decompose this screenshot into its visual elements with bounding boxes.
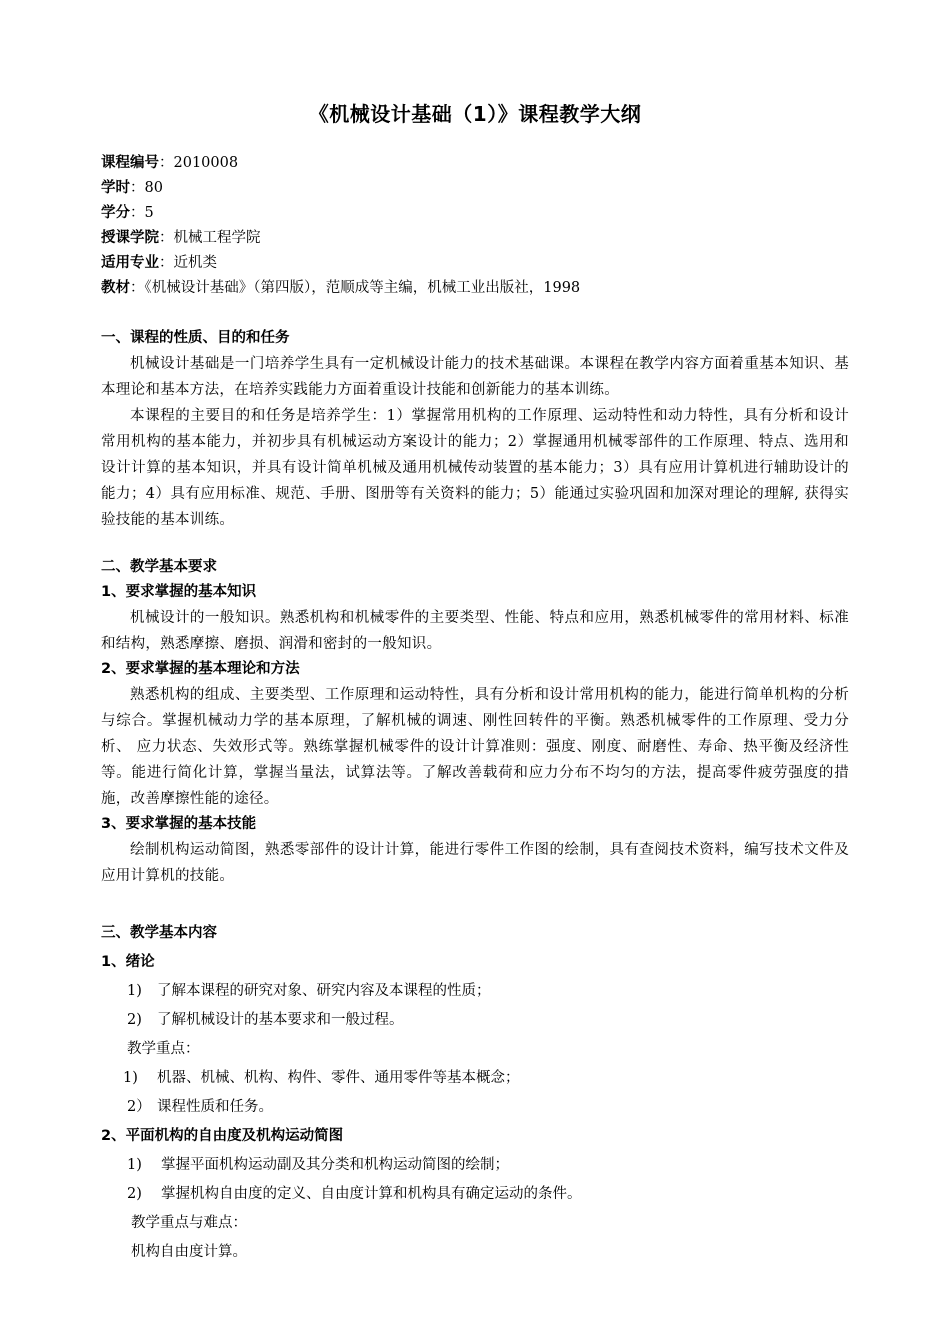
- list-item: 2) 掌握机构自由度的定义、自由度计算和机构具有确定运动的条件。: [127, 1186, 582, 1202]
- meta-textbook: 教材：《机械设计基础》（第四版），范顺成等主编，机械工业出版社，1998: [101, 280, 581, 296]
- focus-label: 教学重点与难点：: [131, 1215, 247, 1231]
- subsection-heading: 3、要求掌握的基本技能: [101, 816, 257, 832]
- chapter-heading: 2、平面机构的自由度及机构运动简图: [101, 1128, 344, 1144]
- paragraph: 本课程的主要目的和任务是培养学生：1）掌握常用机构的工作原理、运动特性和动力特性，具有分析和设计常用机构的基本能力，并初步具有机械运动方案设计的能力；2）掌握通用机械零部件的工作原理、特点、选用和设计计算的基本知识，并具有设计简单机械及通用机械传动装置的基本能力；3）具有应用计算机进行辅助设计的能力；4）具有应用标准、规范、手册、图册等有关资料的能力；5）能通过实验巩固和加深对理论的理解, 获得实验技能的基本训练。: [101, 408, 849, 528]
- meta-credits: 学分：5: [101, 205, 154, 221]
- meta-college: 授课学院：机械工程学院: [101, 230, 261, 246]
- section-nature-purpose: [101, 326, 849, 533]
- paragraph: 绘制机构运动简图，熟悉零部件的设计计算，能进行零件工作图的绘制，具有查阅技术资料，编写技术文件及应用计算机的技能。: [101, 842, 849, 884]
- paragraph: 机械设计基础是一门培养学生具有一定机械设计能力的技术基础课。本课程在教学内容方面着重基本知识、基本理论和基本方法，在培养实践能力方面着重设计技能和创新能力的基本训练。: [101, 356, 849, 398]
- list-item: 1) 掌握平面机构运动副及其分类和机构运动简图的绘制；: [127, 1157, 509, 1173]
- section-heading: 三、教学基本内容: [101, 925, 217, 941]
- meta-major: 适用专业：近机类: [101, 255, 217, 271]
- subsection-heading: 2、要求掌握的基本理论和方法: [101, 661, 300, 677]
- meta-hours: 学时：80: [101, 180, 163, 196]
- paragraph: 机械设计的一般知识。熟悉机构和机械零件的主要类型、性能、特点和应用，熟悉机械零件的常用材料、标准和结构，熟悉摩擦、磨损、润滑和密封的一般知识。: [101, 610, 849, 652]
- chapter-heading: 1、绪论: [101, 954, 155, 970]
- list-item: 1) 了解本课程的研究对象、研究内容及本课程的性质；: [127, 983, 491, 999]
- focus-label: 教学重点：: [127, 1041, 200, 1057]
- section-heading: 一、课程的性质、目的和任务: [101, 330, 290, 346]
- course-meta: [101, 151, 849, 301]
- focus-text: 机构自由度计算。: [131, 1244, 247, 1260]
- section-content: [101, 919, 849, 1267]
- meta-course-code: 课程编号：2010008: [101, 155, 239, 171]
- list-item: 2) 了解机械设计的基本要求和一般过程。: [127, 1012, 404, 1028]
- subsection-heading: 1、要求掌握的基本知识: [101, 584, 257, 600]
- section-requirements: [101, 555, 849, 889]
- section-heading: 二、教学基本要求: [101, 559, 217, 575]
- list-item: 1) 机器、机械、机构、构件、零件、通用零件等基本概念；: [123, 1070, 520, 1086]
- list-item: 2） 课程性质和任务。: [127, 1099, 273, 1115]
- document-title: 《机械设计基础（1）》课程教学大纲: [308, 102, 642, 126]
- paragraph: 熟悉机构的组成、主要类型、工作原理和运动特性，具有分析和设计常用机构的能力，能进行简单机构的分析与综合。掌握机械动力学的基本原理，了解机械的调速、刚性回转件的平衡。熟悉机械零件的工作原理、受力分析、 应力状态、失效形式等。熟练掌握机械零件的设计计算准则：强度、刚度、耐磨性、寿命、热平衡及经济性等。能进行简化计算，掌握当量法，试算法等。了解改善载荷和应力分布不均匀的方法，提高零件疲劳强度的措施，改善摩擦性能的途径。: [101, 687, 849, 807]
